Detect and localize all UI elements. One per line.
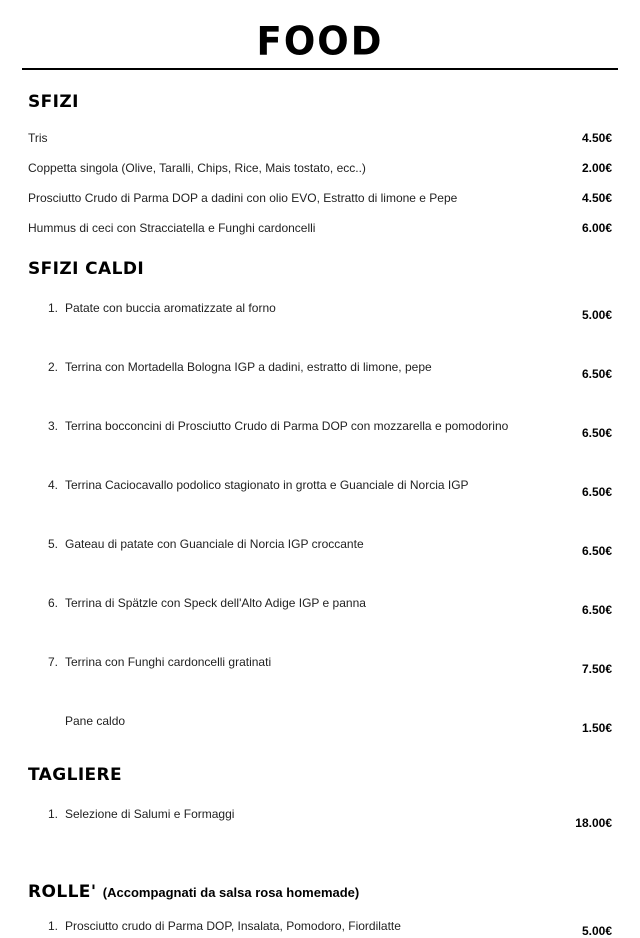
item-price: 5.00€ bbox=[581, 924, 612, 938]
item-name: Tris bbox=[28, 131, 48, 145]
section-rolle bbox=[28, 882, 612, 938]
item-number: 1. bbox=[48, 807, 59, 821]
menu-item-row bbox=[28, 419, 612, 440]
section-sfizi-caldi bbox=[28, 259, 612, 735]
item-name: Pane caldo bbox=[65, 714, 126, 728]
item-name: Terrina Caciocavallo podolico stagionato in grotta e Guanciale di Norcia IGP bbox=[65, 478, 469, 492]
menu-item-row bbox=[28, 360, 612, 381]
menu-item-row bbox=[28, 807, 612, 830]
menu-item-row bbox=[28, 919, 612, 938]
item-price: 6.50€ bbox=[581, 426, 612, 440]
menu-item-row bbox=[28, 131, 612, 145]
item-price: 2.00€ bbox=[581, 161, 612, 175]
item-number: 3. bbox=[48, 419, 59, 433]
section-sfizi bbox=[28, 92, 612, 235]
item-name: Coppetta singola (Olive, Taralli, Chips, Rice, Mais tostato, ecc..) bbox=[28, 161, 366, 175]
item-name: Hummus di ceci con Stracciatella e Funghi cardoncelli bbox=[28, 221, 316, 235]
title-block bbox=[28, 18, 612, 65]
menu-item-row bbox=[28, 478, 612, 499]
item-name: Terrina con Funghi cardoncelli gratinati bbox=[65, 655, 272, 669]
menu-item-row bbox=[28, 537, 612, 558]
page-title: FOOD bbox=[256, 18, 384, 65]
section-heading-text: ROLLE' bbox=[28, 882, 97, 902]
item-number: 6. bbox=[48, 596, 59, 610]
item-price: 6.50€ bbox=[581, 544, 612, 558]
item-price: 18.00€ bbox=[575, 816, 612, 830]
section-heading: SFIZI bbox=[28, 92, 79, 112]
menu-item-row bbox=[28, 301, 612, 322]
section-heading: SFIZI CALDI bbox=[28, 259, 145, 279]
section-subtitle: (Accompagnati da salsa rosa homemade) bbox=[102, 885, 360, 900]
menu-item-row bbox=[28, 596, 612, 617]
item-price: 6.00€ bbox=[581, 221, 612, 235]
item-number: 5. bbox=[48, 537, 59, 551]
item-number: 1. bbox=[48, 919, 59, 933]
item-name: Terrina di Spätzle con Speck dell'Alto Adige IGP e panna bbox=[65, 596, 366, 610]
title-divider bbox=[22, 68, 618, 70]
item-price: 6.50€ bbox=[581, 367, 612, 381]
item-price: 4.50€ bbox=[581, 191, 612, 205]
item-name: Prosciutto Crudo di Parma DOP a dadini con olio EVO, Estratto di limone e Pepe bbox=[28, 191, 458, 205]
item-price: 6.50€ bbox=[581, 485, 612, 499]
item-name: Patate con buccia aromatizzate al forno bbox=[65, 301, 276, 315]
menu-item-row bbox=[28, 191, 612, 205]
menu-item-row bbox=[28, 714, 612, 735]
section-heading: TAGLIERE bbox=[28, 765, 123, 785]
item-number: 1. bbox=[48, 301, 59, 315]
item-name: Prosciutto crudo di Parma DOP, Insalata, Pomodoro, Fiordilatte bbox=[65, 919, 401, 933]
item-price: 4.50€ bbox=[581, 131, 612, 145]
item-price: 5.00€ bbox=[581, 308, 612, 322]
item-name: Terrina bocconcini di Prosciutto Crudo di Parma DOP con mozzarella e pomodorino bbox=[65, 419, 509, 433]
item-price: 6.50€ bbox=[581, 603, 612, 617]
item-number: 2. bbox=[48, 360, 59, 374]
menu-item-row bbox=[28, 161, 612, 175]
item-price: 1.50€ bbox=[581, 721, 612, 735]
item-price: 7.50€ bbox=[581, 662, 612, 676]
section-heading bbox=[28, 882, 612, 903]
item-name: Gateau di patate con Guanciale di Norcia IGP croccante bbox=[65, 537, 364, 551]
menu-item-row bbox=[28, 221, 612, 235]
item-number: 7. bbox=[48, 655, 59, 669]
item-name: Terrina con Mortadella Bologna IGP a dadini, estratto di limone, pepe bbox=[65, 360, 432, 374]
item-name: Selezione di Salumi e Formaggi bbox=[65, 807, 235, 821]
section-tagliere bbox=[28, 765, 612, 830]
item-number: 4. bbox=[48, 478, 59, 492]
menu-item-row bbox=[28, 655, 612, 676]
